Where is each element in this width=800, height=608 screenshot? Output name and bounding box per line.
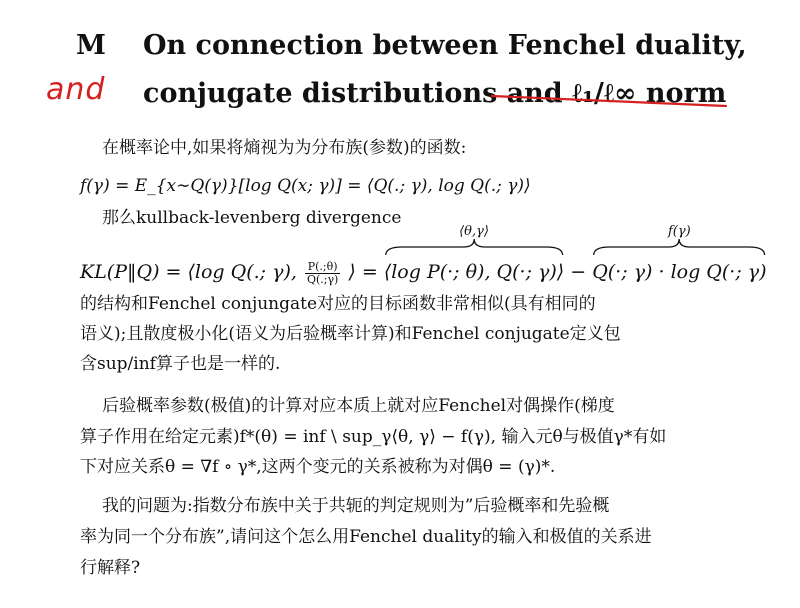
paragraph2-line3: 下对应关系θ = ∇f ∘ γ*,这两个变元的关系被称为对偶θ = (γ)*. [80, 457, 556, 477]
eq2-lhs: KL(P‖Q) = ⟨log Q(.; γ), [80, 261, 303, 283]
frac-numerator: P(.;θ) [305, 261, 340, 274]
overbrace-label1: ⟨θ,γ⟩ [459, 224, 489, 239]
text-line: 在概率论中,如果将熵视为为分布族(参数)的函数: [102, 138, 467, 158]
title-line2-post: norm [636, 78, 727, 109]
eq2-mid: ⟩ = [348, 261, 384, 283]
overbrace-icon [592, 238, 766, 256]
title-line2-struck: and ℓ₁/ℓ∞ [506, 78, 637, 109]
overbrace-term2 [592, 224, 767, 284]
eq2-fraction [305, 261, 340, 286]
title-line2-pre: conjugate distributions [143, 78, 507, 109]
overbrace-icon [384, 238, 564, 256]
eq2-part1: ⟨log P(·; θ), Q(·; γ)⟩ [383, 261, 565, 283]
section-heading [0, 22, 800, 117]
eq2-minus: − [570, 261, 593, 283]
overbrace-label2: f(γ) [668, 224, 691, 239]
section-title-line1: On connection between Fenchel duality, [143, 30, 747, 61]
paragraph3-line2: 率为同一个分布族”,请问这个怎么用Fenchel duality的输入和极值的关系进 [80, 527, 652, 547]
equation-entropy [80, 174, 531, 198]
section-letter: M [76, 30, 106, 61]
text-line: 那么kullback-levenberg divergence [102, 208, 402, 228]
paragraph2-line1: 后验概率参数(极值)的计算对应本质上就对应Fenchel对偶操作(梯度 [102, 396, 615, 416]
frac-denominator: Q(.;γ) [306, 272, 339, 286]
overbrace-term1 [383, 224, 565, 284]
eq2-part2: Q(·; γ) · log Q(·; γ) [592, 261, 767, 283]
paragraph1-line1: 的结构和Fenchel conjungate对应的目标函数非常相似(具有相同的 [80, 294, 596, 314]
paragraph3-line3: 行解释? [80, 558, 141, 578]
paragraph3-line1: 我的问题为:指数分布族中关于共轭的判定规则为”后验概率和先验概 [102, 496, 610, 516]
paragraph1-line2: 语义);且散度极小化(语义为后验概率计算)和Fenchel conjugate定义包 [80, 324, 621, 344]
equation-text: f(γ) = E_{x∼Q(γ)}[log Q(x; γ)] = ⟨Q(.; γ), log Q(.; γ)⟩ [80, 176, 531, 196]
paragraph1-line3: 含sup/inf算子也是一样的. [80, 354, 281, 374]
paragraph2-line2: 算子作用在给定元素)f*(θ) = inf \ sup_γ⟨θ, γ⟩ − f(γ), 输入元θ与极值γ*有如 [80, 427, 667, 447]
strikethrough-mark [490, 90, 730, 110]
handwritten-annotation: and [46, 72, 106, 107]
equation-kl [80, 224, 767, 286]
